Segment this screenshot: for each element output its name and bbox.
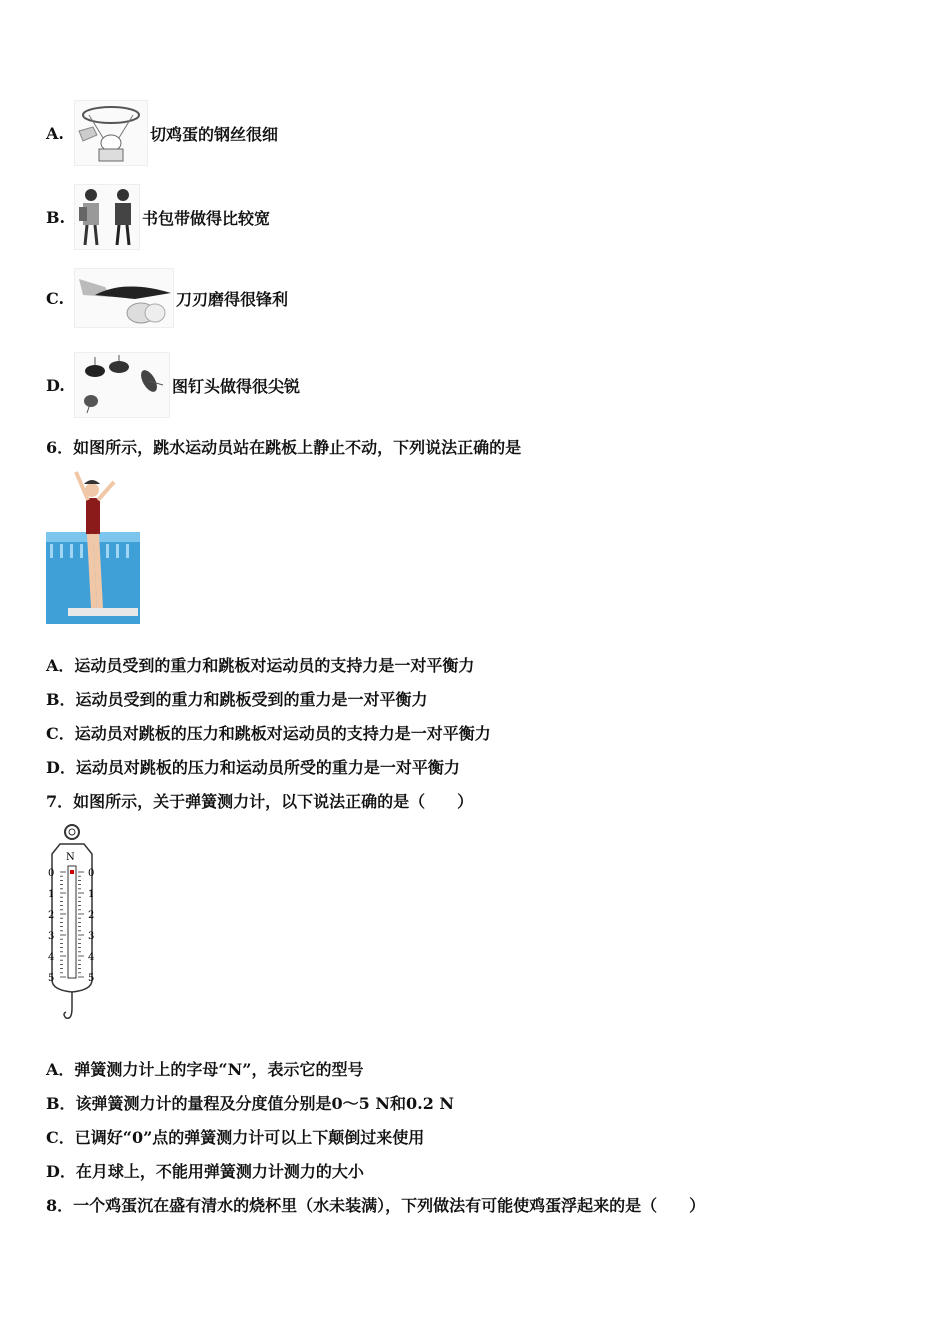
q7-option-d: D．在月球上，不能用弹簧测力计测力的大小	[46, 1162, 364, 1181]
q6-option-d: D．运动员对跳板的压力和运动员所受的重力是一对平衡力	[46, 758, 460, 777]
option-text: 书包带做得比较宽	[142, 208, 271, 228]
scale-unit-label: N	[66, 852, 75, 863]
option-label: D.	[46, 375, 65, 395]
spring-scale-diagram	[46, 822, 98, 1024]
option-text: 刀刃磨得很锋利	[176, 289, 289, 309]
q7-option-c: C．已调好“0”点的弹簧测力计可以上下颠倒过来使用	[46, 1128, 425, 1147]
scale-mark-right-0: 0	[88, 868, 95, 879]
scale-mark-left-5: 5	[48, 973, 55, 984]
option-label: C.	[46, 288, 65, 308]
knife-image	[74, 268, 174, 328]
q8-stem: 8．一个鸡蛋沉在盛有清水的烧杯里（水未装满），下列做法有可能使鸡蛋浮起来的是（ ）	[46, 1196, 706, 1215]
q7-option-b: B．该弹簧测力计的量程及分度值分别是0～5 N和0.2 N	[46, 1094, 455, 1113]
q5-option-d	[46, 352, 300, 418]
scale-mark-right-4: 4	[88, 952, 95, 963]
scale-mark-right-5: 5	[88, 973, 95, 984]
q6-option-b: B．运动员受到的重力和跳板受到的重力是一对平衡力	[46, 690, 428, 709]
egg-slicer-image	[74, 100, 148, 166]
q5-option-a	[46, 100, 278, 166]
q7-stem: 7．如图所示，关于弹簧测力计，以下说法正确的是（ ）	[46, 792, 474, 811]
scale-mark-left-4: 4	[48, 952, 55, 963]
diver-image	[46, 470, 140, 624]
option-text: 切鸡蛋的钢丝很细	[150, 124, 279, 144]
scale-mark-right-3: 3	[88, 931, 95, 942]
option-label: A.	[46, 123, 64, 143]
q6-stem: 6．如图所示，跳水运动员站在跳板上静止不动，下列说法正确的是	[46, 438, 522, 457]
scale-mark-left-1: 1	[48, 889, 55, 900]
option-label: B.	[46, 207, 66, 227]
scale-mark-right-2: 2	[88, 910, 95, 921]
q7-option-a: A．弹簧测力计上的字母“N”，表示它的型号	[46, 1060, 364, 1079]
backpack-children-image	[74, 184, 140, 250]
scale-mark-right-1: 1	[88, 889, 95, 900]
q6-option-a: A．运动员受到的重力和跳板对运动员的支持力是一对平衡力	[46, 656, 475, 675]
scale-mark-left-2: 2	[48, 910, 55, 921]
q6-option-c: C．运动员对跳板的压力和跳板对运动员的支持力是一对平衡力	[46, 724, 491, 743]
scale-mark-left-3: 3	[48, 931, 55, 942]
q5-option-b	[46, 184, 270, 250]
scale-mark-left-0: 0	[48, 868, 55, 879]
thumbtack-image	[74, 352, 170, 418]
option-text: 图钉头做得很尖锐	[172, 376, 301, 396]
q5-option-c	[46, 268, 288, 328]
